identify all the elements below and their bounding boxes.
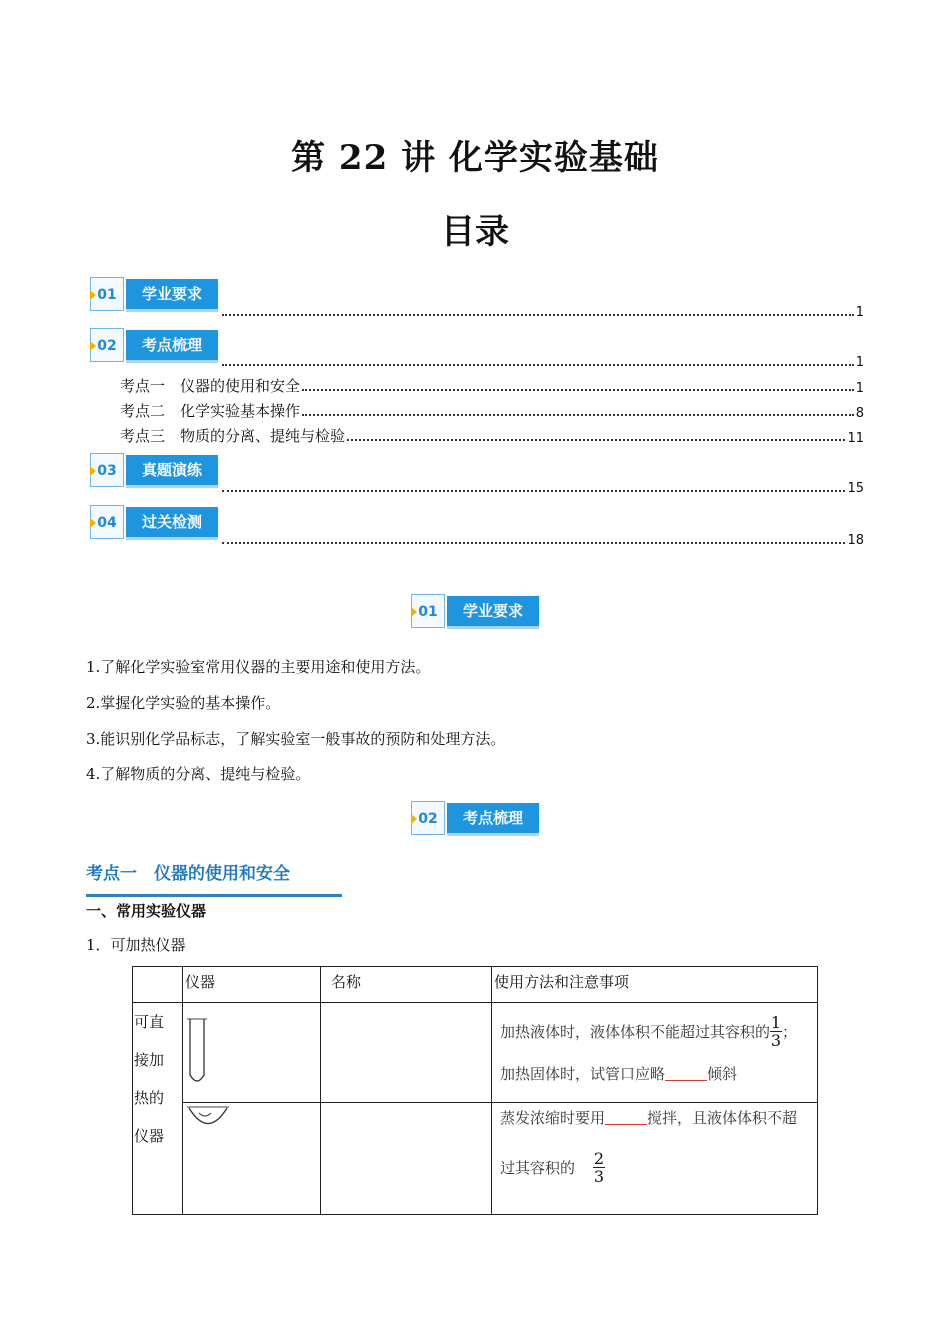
category-line: 可直: [134, 1013, 165, 1031]
toc-page: 15: [847, 481, 864, 496]
badge-number: 01: [90, 277, 124, 311]
toc-leader: [222, 489, 845, 492]
page-title: 第 22 讲 化学实验基础: [291, 138, 659, 178]
topic-heading: [86, 860, 342, 897]
topic-heading-text: 考点一 仪器的使用和安全: [86, 864, 290, 884]
badge-label: 学业要求: [447, 596, 539, 629]
toc-badge-01[interactable]: [90, 277, 218, 313]
usage-cell: [492, 1103, 818, 1215]
toc-page: 18: [847, 533, 864, 548]
requirement-item: 4.了解物质的分离、提纯与检验。: [86, 765, 311, 783]
badge-number: 01: [411, 594, 445, 628]
fraction-two-thirds: $\frac{2}{3}$: [593, 1149, 605, 1186]
category-cell: [133, 1003, 183, 1215]
toc-page: 11: [847, 431, 864, 446]
toc-title: 目录: [441, 212, 509, 252]
toc-sub-label: 考点一 仪器的使用和安全: [120, 377, 301, 395]
category-line: 仪器: [134, 1127, 165, 1145]
section-badge-02: [411, 801, 539, 837]
toc-line-03[interactable]: [220, 478, 864, 496]
header-cell-instrument: 仪器: [183, 967, 321, 1003]
evaporating-dish-icon: [185, 1103, 235, 1133]
instrument-cell: [183, 1003, 321, 1103]
table-row: [133, 1003, 818, 1103]
toc-line-02[interactable]: [220, 352, 864, 370]
badge-number: 02: [90, 328, 124, 362]
toc-sub-3[interactable]: [120, 426, 864, 446]
usage-note-1: 加热液体时，液体体积不能超过其容积的 $\frac{1}{3}$ ；: [500, 1012, 798, 1050]
toc-sub-2[interactable]: [120, 401, 864, 421]
toc-sub-1[interactable]: [120, 376, 864, 396]
fill-blank[interactable]: [665, 1064, 707, 1081]
subheading-instruments: 一、常用实验仪器: [86, 902, 207, 920]
subheading-heatable: 1．可加热仪器: [86, 936, 186, 954]
usage-note-2: 加热固体时，试管口应略 倾斜: [500, 1065, 738, 1083]
instrument-cell: [183, 1103, 321, 1215]
toc-line-04[interactable]: [220, 530, 864, 548]
toc-sub-label: 考点三 物质的分离、提纯与检验: [120, 427, 346, 445]
toc-badge-04[interactable]: [90, 505, 218, 541]
usage-cell: [492, 1003, 818, 1103]
toc-badge-03[interactable]: [90, 453, 218, 489]
toc-page: 8: [855, 406, 864, 421]
badge-number: 03: [90, 453, 124, 487]
requirement-item: 2.掌握化学实验的基本操作。: [86, 694, 281, 712]
header-cell-blank: [133, 967, 183, 1003]
toc-page: 1: [855, 355, 864, 370]
toc-leader: [222, 313, 854, 316]
table-header-row: [133, 967, 818, 1003]
badge-number: 02: [411, 801, 445, 835]
badge-label: 考点梳理: [447, 803, 539, 836]
header-cell-name: 名称: [321, 967, 492, 1003]
category-line: 热的: [134, 1089, 165, 1107]
requirement-item: 1.了解化学实验室常用仪器的主要用途和使用方法。: [86, 658, 431, 676]
toc-leader: [347, 439, 845, 441]
toc-leader: [302, 414, 854, 416]
toc-line-01[interactable]: [220, 302, 864, 320]
category-line: 接加: [134, 1051, 165, 1069]
badge-label: 过关检测: [126, 507, 218, 540]
toc-badge-02[interactable]: [90, 328, 218, 364]
test-tube-icon: [185, 1015, 225, 1085]
toc-page: 1: [855, 381, 864, 396]
badge-label: 学业要求: [126, 279, 218, 312]
badge-label: 真题演练: [126, 455, 218, 488]
usage-note-1: 蒸发浓缩时要用 搅拌，且液体体积不超: [500, 1109, 798, 1127]
instrument-table: [132, 966, 818, 1215]
toc-leader: [222, 363, 854, 366]
section-badge-01: [411, 594, 539, 630]
toc-sub-label: 考点二 化学实验基本操作: [120, 402, 301, 420]
badge-label: 考点梳理: [126, 330, 218, 363]
usage-note-2: 过其容积的 $\frac{2}{3}$: [500, 1149, 605, 1186]
header-cell-usage: 使用方法和注意事项: [492, 967, 818, 1003]
table-row: [133, 1103, 818, 1215]
requirement-item: 3.能识别化学品标志，了解实验室一般事故的预防和处理方法。: [86, 730, 506, 748]
badge-number: 04: [90, 505, 124, 539]
toc-page: 1: [855, 305, 864, 320]
toc-leader: [222, 541, 845, 544]
toc-leader: [302, 389, 854, 391]
name-cell: [321, 1103, 492, 1215]
name-cell: [321, 1003, 492, 1103]
fill-blank[interactable]: [605, 1108, 647, 1125]
fraction-one-third: $\frac{1}{3}$: [770, 1012, 782, 1050]
